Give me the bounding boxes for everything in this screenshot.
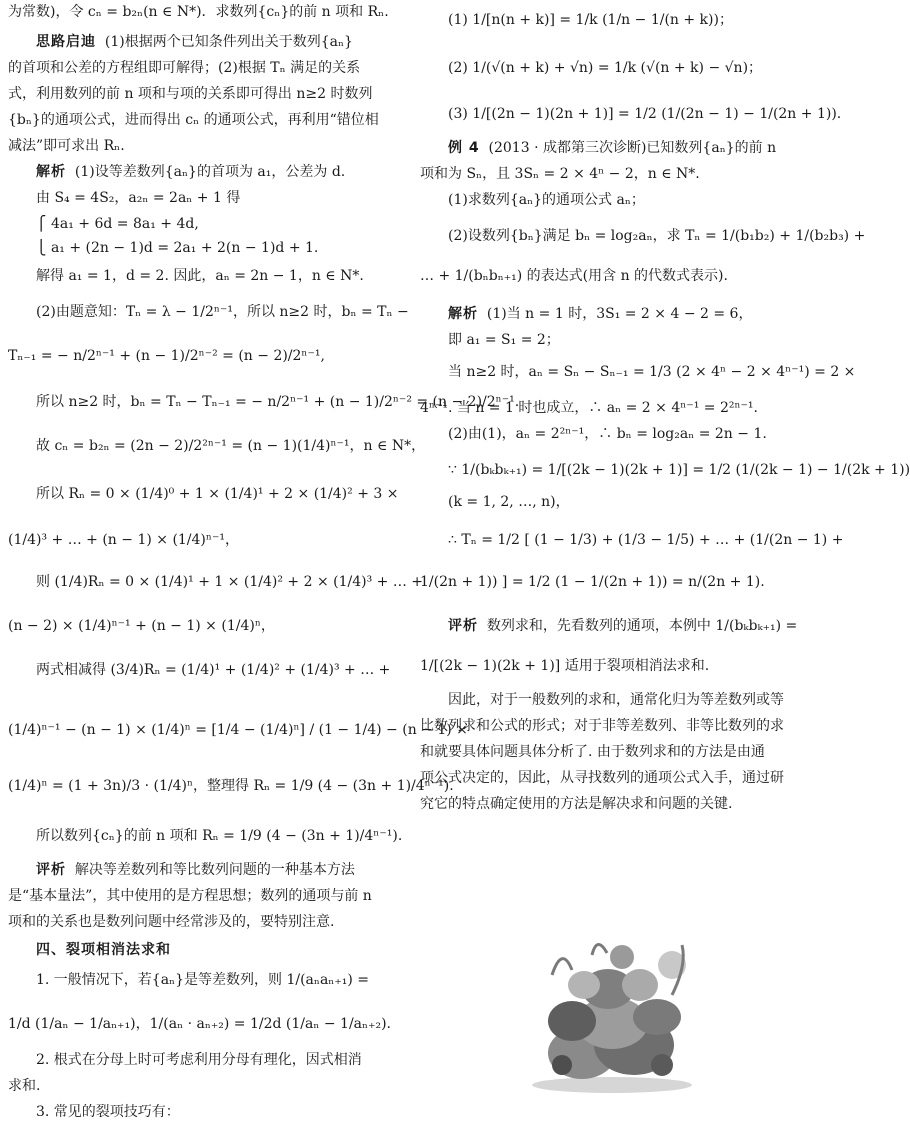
text-line: 即 a₁ = S₁ = 2；: [448, 332, 560, 348]
text-line: [420, 304, 796, 326]
text-line: 解得 a₁ = 1，d = 2. 因此，aₙ = 2n − 1，n ∈ N*.: [36, 268, 364, 284]
text-line: {bₙ}的通项公式，进而得出 cₙ 的通项公式，再利用“错位相: [8, 112, 379, 128]
section-label: 评析: [36, 862, 66, 878]
equation-line: Tₙ₋₁ = − n/2ⁿ⁻¹ + (n − 1)/2ⁿ⁻² = (n − 2)/2ⁿ⁻¹,: [8, 348, 325, 364]
text-line: 减法”即可求出 Rₙ.: [8, 138, 125, 154]
equation-line: 所以 Rₙ = 0 × (1/4)⁰ + 1 × (1/4)¹ + 2 × (1/4)² + 3 ×: [36, 486, 399, 502]
equation-line: 1. 一般情况下，若{aₙ}是等差数列，则 1/(aₙaₙ₊₁) =: [36, 972, 370, 988]
equation-line: (n − 2) × (1/4)ⁿ⁻¹ + (n − 1) × (1/4)ⁿ，: [8, 618, 275, 634]
text-span: 数列求和，先看数列的通项，本例中 1/(bₖbₖ₊₁) =: [486, 618, 798, 634]
text-line: 由 S₄ = 4S₂，a₂ₙ = 2aₙ + 1 得: [36, 190, 241, 206]
text-span: (1)根据两个已知条件列出关于数列{aₙ}: [104, 34, 353, 50]
text-span: (1)当 n = 1 时，3S₁ = 2 × 4 − 2 = 6，: [486, 306, 753, 322]
equation-line: 则 (1/4)Rₙ = 0 × (1/4)¹ + 1 × (1/4)² + 2 × (1/4)³ + … +: [36, 574, 424, 590]
text-line: 的首项和公差的方程组即可解得；(2)根据 Tₙ 满足的关系: [8, 60, 361, 76]
equation-line: (1/4)³ + … + (n − 1) × (1/4)ⁿ⁻¹，: [8, 532, 239, 548]
text-line: 项和的关系也是数列问题中经常涉及的，要特别注意.: [8, 914, 335, 930]
text-span: 解决等差数列和等比数列问题的一种基本方法: [74, 862, 355, 878]
text-line: 究它的特点确定使用的方法是解决求和问题的关键.: [420, 796, 733, 812]
text-line: 比数列求和公式的形式；对于非等差数列、非等比数列的求: [420, 718, 784, 734]
text-line: 是“基本量法”，其中使用的是方程思想；数列的通项与前 n: [8, 888, 372, 904]
text-line: [8, 860, 380, 882]
equation-line: (1/4)ⁿ = (1 + 3n)/3 · (1/4)ⁿ，整理得 Rₙ = 1/9 (4 − (3n + 1)/4ⁿ⁻¹).: [8, 778, 454, 794]
text-span: (1)设等差数列{aₙ}的首项为 a₁，公差为 d.: [74, 164, 346, 180]
equation-line: … + 1/(bₙbₙ₊₁) 的表达式(用含 n 的代数式表示).: [420, 268, 728, 284]
text-line: [8, 32, 380, 54]
text-line: 项和为 Sₙ，且 3Sₙ = 2 × 4ⁿ − 2，n ∈ N*.: [420, 166, 700, 182]
text-line: (1)求数列{aₙ}的通项公式 aₙ；: [448, 192, 645, 208]
equation-line: 1/d (1/aₙ − 1/aₙ₊₁)，1/(aₙ · aₙ₊₂) = 1/2d (1/aₙ − 1/aₙ₊₂).: [8, 1016, 391, 1032]
equation-line: 1/[(2k − 1)(2k + 1)] 适用于裂项相消法求和.: [420, 658, 710, 674]
equation-line: 当 n≥2 时，aₙ = Sₙ − Sₙ₋₁ = 1/3 (2 × 4ⁿ − 2 × 4ⁿ⁻¹) = 2 ×: [448, 364, 856, 380]
text-line: 2. 根式在分母上时可考虑利用分母有理化，因式相消: [36, 1052, 362, 1068]
equation-line: (1) 1/[n(n + k)] = 1/k (1/n − 1/(n + k))；: [448, 12, 733, 28]
section-label: 解析: [36, 164, 66, 180]
section-label: 评析: [448, 618, 478, 634]
equation-line: 所以 n≥2 时，bₙ = Tₙ − Tₙ₋₁ = − n/2ⁿ⁻¹ + (n − 1)/2ⁿ⁻² = (n − 2)/2ⁿ⁻¹.: [36, 394, 520, 410]
text-line: [8, 162, 380, 184]
equation-line: ⎧ 4a₁ + 6d = 8a₁ + 4d,: [36, 216, 199, 232]
text-line: (2)由题意知：Tₙ = λ − 1/2ⁿ⁻¹，所以 n≥2 时，bₙ = Tₙ −: [36, 304, 409, 320]
equation-line: ⎩ a₁ + (2n − 1)d = 2a₁ + 2(n − 1)d + 1.: [36, 240, 319, 256]
section-label: 解析: [448, 306, 478, 322]
equation-line: (1/4)ⁿ⁻¹ − (n − 1) × (1/4)ⁿ = [1/4 − (1/4)ⁿ] / (1 − 1/4) − (n − 1) ×: [8, 722, 468, 738]
text-line: 3. 常见的裂项技巧有：: [36, 1104, 180, 1120]
text-line: 式，利用数列的前 n 项和与项的关系即可得出 n≥2 时数列: [8, 86, 373, 102]
section-heading: 四、裂项相消法求和: [36, 942, 171, 958]
equation-line: (2)由(1)，aₙ = 2²ⁿ⁻¹，∴ bₙ = log₂aₙ = 2n − 1.: [448, 426, 767, 442]
text-line: 因此，对于一般数列的求和，通常化归为等差数列或等: [448, 692, 784, 708]
equation-line: 4ⁿ⁻¹. 当 n = 1 时也成立，∴ aₙ = 2 × 4ⁿ⁻¹ = 2²ⁿ⁻¹.: [420, 400, 758, 416]
text-span: (2013 · 成都第三次诊断)已知数列{aₙ}的前 n: [488, 140, 777, 156]
equation-line: ∵ 1/(bₖbₖ₊₁) = 1/[(2k − 1)(2k + 1)] = 1/2 (1/(2k − 1) − 1/(2k + 1)): [448, 462, 910, 478]
text-line: 项公式决定的，因此，从寻找数列的通项公式入手，通过研: [420, 770, 784, 786]
equation-line: (2) 1/(√(n + k) + √n) = 1/k (√(n + k) − √n)；: [448, 60, 763, 76]
text-line: 和就要具体问题具体分析了. 由于数列求和的方法是由通: [420, 744, 765, 760]
coral-illustration: [522, 925, 700, 1095]
equation-line: 1/(2n + 1)) ] = 1/2 (1 − 1/(2n + 1)) = n/(2n + 1).: [420, 574, 765, 590]
equation-line: ∴ Tₙ = 1/2 [ (1 − 1/3) + (1/3 − 1/5) + … + (1/(2n − 1) +: [448, 532, 844, 548]
equation-line: 两式相减得 (3/4)Rₙ = (1/4)¹ + (1/4)² + (1/4)³ + … +: [36, 662, 391, 678]
section-label: 思路启迪: [36, 34, 96, 50]
equation-line: 故 cₙ = b₂ₙ = (2n − 2)/2²ⁿ⁻¹ = (n − 1)(1/4)ⁿ⁻¹，n ∈ N*，: [36, 438, 426, 454]
text-line: 求和.: [8, 1078, 41, 1094]
equation-line: 所以数列{cₙ}的前 n 项和 Rₙ = 1/9 (4 − (3n + 1)/4ⁿ⁻¹).: [36, 828, 403, 844]
example-label: 例 4: [448, 140, 480, 156]
text-line: 为常数)，令 cₙ = b₂ₙ(n ∈ N*)．求数列{cₙ}的前 n 项和 Rₙ.: [8, 4, 389, 20]
text-line: [420, 616, 796, 638]
text-line: (k = 1, 2, …, n)，: [448, 494, 570, 510]
text-line: [420, 138, 796, 160]
equation-line: (3) 1/[(2n − 1)(2n + 1)] = 1/2 (1/(2n − 1) − 1/(2n + 1)).: [448, 106, 842, 122]
equation-line: (2)设数列{bₙ}满足 bₙ = log₂aₙ，求 Tₙ = 1/(b₁b₂) + 1/(b₂b₃) +: [448, 228, 866, 244]
